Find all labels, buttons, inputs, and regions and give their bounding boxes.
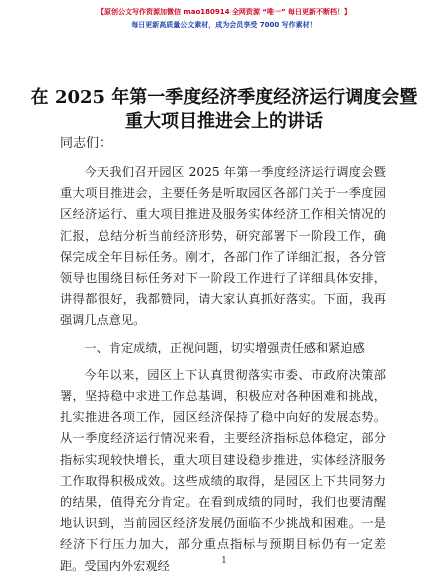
document-title: 在 2025 年第一季度经济季度经济运行调度会暨重大项目推进会上的讲话 <box>30 87 418 132</box>
section-heading-1: 一、肯定成绩，正视问题，切实增强责任感和紧迫感 <box>84 340 365 355</box>
promo-line-2: 每日更新高质量公文素材，成为会员享受 7000 写作素材！ <box>131 21 317 29</box>
document-body <box>60 162 386 577</box>
promo-banner <box>0 6 448 32</box>
promo-line-1: 【原创公文写作资源加微信 mao180914 全网资源 “唯一” 每日更新不断档！】 <box>97 8 351 16</box>
paragraph-section-1: 今年以来，园区上下认真贯彻落实市委、市政府决策部署，坚持稳中求进工作总基调，积极应对各种困难和挑战，扎实推进各项工作，园区经济保持了稳中向好的发展态势。从一季度经济运行情况来看，主要经济指标总体稳定，部分指标实现较快增长，重大项目建设稳步推进，实体经济服务工作取得积极成效。这些成绩的取得，是园区上下共同努力的结果，值得充分肯定。在看到成绩的同时，我们也要清醒地认识到，当前园区经济发展仍面临不少挑战和困难。一是经济下行压力加大，部分重点指标与预期目标仍有一定差距。受国内外宏观经 <box>60 367 386 573</box>
page-number: 1 <box>221 556 227 566</box>
paragraph-intro: 今天我们召开园区 2025 年第一季度经济运行调度会暨重大项目推进会，主要任务是听取园区各部门关于一季度园区经济运行、重大项目推进及服务实体经济工作相关情况的汇报，总结分析当前经济形势，研究部署下一阶段工作，确保完成全年目标任务。刚才，各部门作了详细汇报，各分管领导也围绕目标任务对下一阶段工作进行了详细具体安排，讲得都很好，我都赞同，请大家认真抓好落实。下面，我再强调几点意见。 <box>60 165 386 328</box>
salutation: 同志们： <box>60 136 113 151</box>
